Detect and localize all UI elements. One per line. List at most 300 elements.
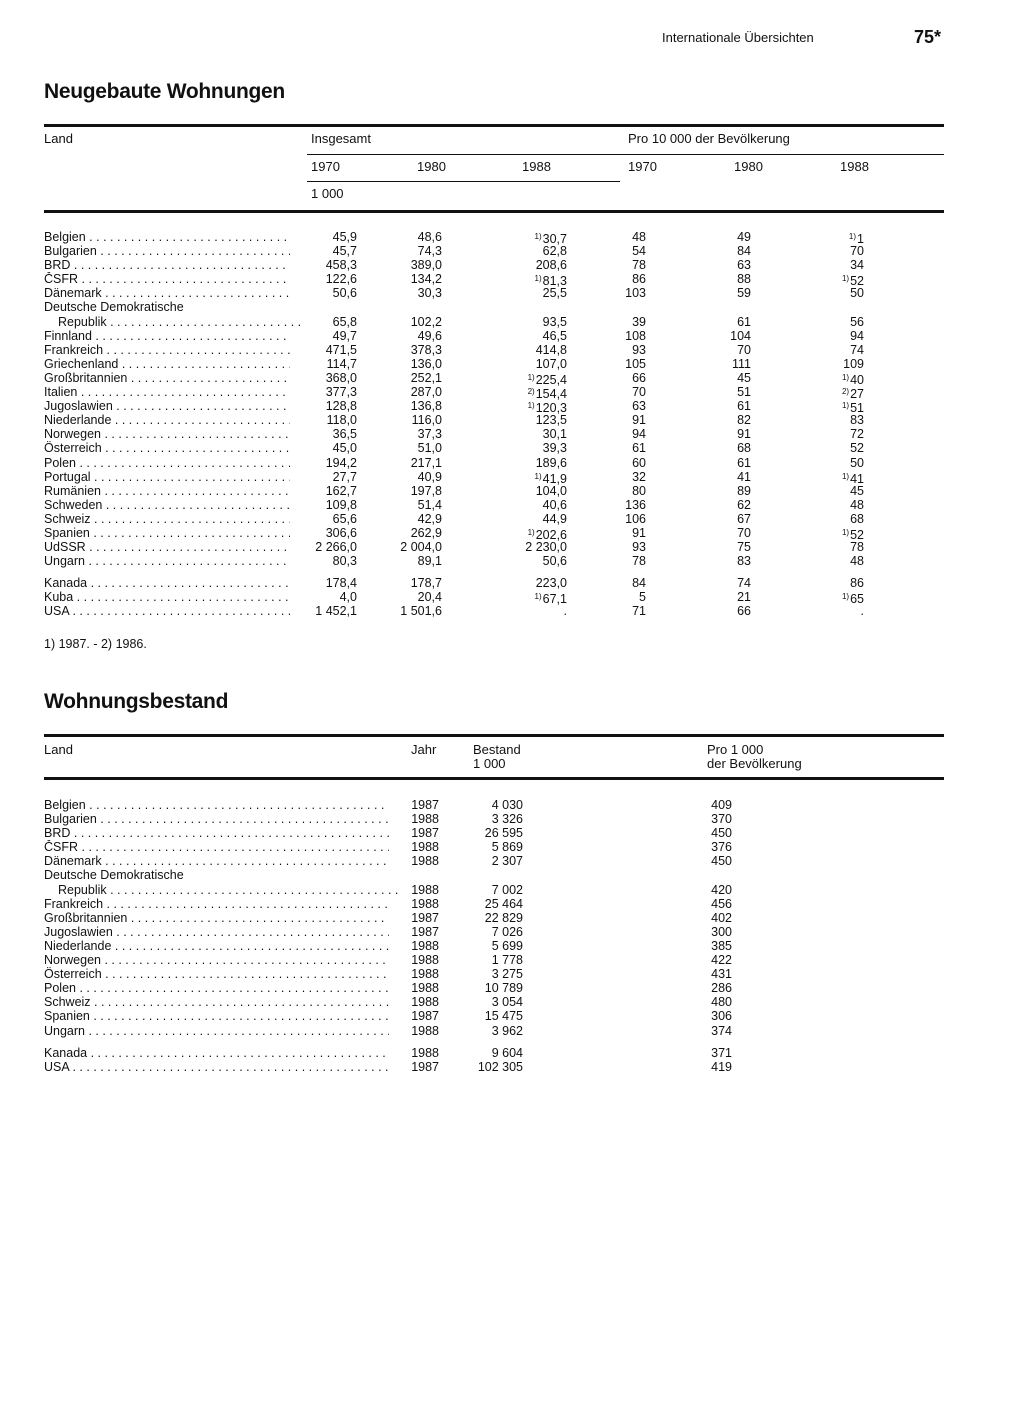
cell-value: 223,0 bbox=[535, 576, 567, 591]
cell-value: 67 bbox=[737, 511, 751, 526]
row-label: Großbritannien . . . bbox=[44, 911, 389, 925]
table-cell: 1988 bbox=[411, 1023, 439, 1038]
table-cell bbox=[737, 244, 751, 258]
cell-value: 45 bbox=[737, 370, 751, 385]
table-cell bbox=[333, 427, 357, 441]
cell-value: 61 bbox=[737, 314, 751, 329]
table-cell bbox=[333, 230, 357, 244]
table-cell bbox=[632, 399, 646, 413]
cell-value: 34 bbox=[850, 258, 864, 273]
table-cell: 22 829 bbox=[484, 910, 523, 925]
table-cell bbox=[333, 470, 357, 484]
table-cell bbox=[418, 230, 442, 244]
table-row bbox=[44, 911, 764, 925]
footnote-marker: 1) bbox=[841, 592, 850, 602]
cell-value: 154,4 bbox=[535, 387, 567, 402]
table-cell bbox=[737, 456, 751, 470]
cell-value: 68 bbox=[850, 511, 864, 526]
row-label: ČSFR . . . bbox=[44, 272, 290, 286]
table-cell bbox=[400, 540, 442, 554]
table-cell bbox=[418, 512, 442, 526]
table-cell bbox=[632, 272, 646, 286]
cell-value: 74 bbox=[737, 576, 751, 591]
table-cell: 7 002 bbox=[491, 882, 523, 897]
table-cell bbox=[625, 329, 646, 343]
table-cell: 1988 bbox=[411, 953, 439, 968]
cell-value: 4,0 bbox=[339, 590, 357, 605]
table-cell bbox=[850, 456, 864, 470]
table-cell: 1988 bbox=[411, 967, 439, 982]
cell-value: 48 bbox=[850, 554, 864, 569]
table-cell: 1988 bbox=[411, 995, 439, 1010]
cell-value: 89,1 bbox=[417, 554, 442, 569]
cell-value: 66 bbox=[737, 604, 751, 619]
table2-col-year: Jahr bbox=[411, 742, 437, 757]
cell-value: 45 bbox=[850, 483, 864, 498]
cell-value: 60 bbox=[632, 455, 646, 470]
table-row bbox=[44, 357, 874, 371]
table2-body bbox=[44, 798, 764, 1074]
cell-value: 56 bbox=[850, 314, 864, 329]
cell-value: 70 bbox=[632, 385, 646, 400]
table1-unit-rule bbox=[307, 181, 620, 182]
cell-value: 91 bbox=[737, 427, 751, 442]
table-row bbox=[44, 385, 874, 402]
cell-value: 27,7 bbox=[332, 469, 357, 484]
table-cell bbox=[411, 315, 442, 329]
table-cell: 15 475 bbox=[484, 1009, 523, 1024]
cell-value: 91 bbox=[632, 525, 646, 540]
cell-value: 287,0 bbox=[410, 385, 442, 400]
footnote-marker: 1) bbox=[534, 471, 542, 481]
cell-value: 21 bbox=[737, 590, 751, 605]
table-cell bbox=[625, 357, 646, 371]
table-cell bbox=[326, 526, 357, 540]
row-label: Republik . . . bbox=[44, 315, 304, 329]
row-label: ČSFR . . . bbox=[44, 840, 389, 854]
table-cell bbox=[850, 512, 864, 526]
table-cell: 2 307 bbox=[491, 854, 523, 869]
row-label: Frankreich . . . bbox=[44, 897, 389, 911]
cell-value: 63 bbox=[737, 258, 751, 273]
table-row bbox=[44, 329, 874, 343]
table1-col-total: Insgesamt bbox=[311, 131, 371, 146]
table-cell: 4 030 bbox=[491, 798, 523, 812]
table-cell bbox=[625, 512, 646, 526]
table-cell bbox=[632, 258, 646, 272]
cell-value: 107,0 bbox=[535, 356, 567, 371]
cell-value: 50 bbox=[850, 286, 864, 301]
table-cell bbox=[536, 357, 567, 371]
cell-value: 128,8 bbox=[325, 399, 357, 414]
cell-value: 1 bbox=[857, 232, 864, 246]
cell-value: 49 bbox=[737, 230, 751, 244]
table-cell bbox=[315, 604, 357, 618]
cell-value: 65,8 bbox=[332, 314, 357, 329]
table1-year-1988: 1988 bbox=[522, 159, 551, 174]
cell-value: 81,3 bbox=[542, 274, 567, 289]
table1-unit: 1 000 bbox=[311, 186, 344, 201]
table-cell: 420 bbox=[711, 882, 732, 897]
footnote-marker: 2) bbox=[527, 387, 535, 397]
cell-value: 45,9 bbox=[332, 230, 357, 244]
table1-year-per-1988: 1988 bbox=[840, 159, 869, 174]
table-row bbox=[44, 925, 764, 939]
cell-value: 45,0 bbox=[332, 441, 357, 456]
table-cell bbox=[632, 456, 646, 470]
cell-value: 84 bbox=[737, 244, 751, 259]
table-cell bbox=[418, 590, 442, 604]
table-cell bbox=[737, 343, 751, 357]
cell-value: 48 bbox=[632, 230, 646, 244]
table-cell bbox=[850, 343, 864, 357]
table-cell: 402 bbox=[711, 910, 732, 925]
table-row bbox=[44, 883, 764, 897]
table-cell: 370 bbox=[711, 812, 732, 827]
table-cell bbox=[411, 272, 442, 286]
row-label: Polen . . . bbox=[44, 456, 290, 470]
table-cell bbox=[333, 315, 357, 329]
running-header: Internationale Übersichten bbox=[662, 30, 814, 45]
table-cell bbox=[418, 329, 442, 343]
cell-value: 2 004,0 bbox=[400, 540, 442, 555]
row-label: Österreich . . . bbox=[44, 441, 290, 455]
table-cell: 376 bbox=[711, 840, 732, 855]
cell-value: 197,8 bbox=[410, 483, 442, 498]
cell-value: . bbox=[563, 604, 567, 619]
table-row bbox=[44, 315, 874, 329]
cell-value: 378,3 bbox=[410, 342, 442, 357]
table-cell bbox=[543, 315, 567, 329]
table-cell bbox=[632, 230, 646, 244]
table-cell: 3 962 bbox=[491, 1023, 523, 1038]
table2-top-rule bbox=[44, 734, 944, 737]
row-label: Jugoslawien . . . bbox=[44, 399, 290, 413]
table-cell: 5 869 bbox=[491, 840, 523, 855]
table-cell: 456 bbox=[711, 896, 732, 911]
table-cell: 1 778 bbox=[491, 953, 523, 968]
row-label: Österreich . . . bbox=[44, 967, 389, 981]
cell-value: 40,9 bbox=[417, 469, 442, 484]
cell-value: 62 bbox=[737, 497, 751, 512]
cell-value: 52 bbox=[850, 441, 864, 456]
table-row bbox=[44, 812, 764, 826]
table1-year-1970: 1970 bbox=[311, 159, 340, 174]
footnote-marker: 1) bbox=[527, 527, 535, 537]
cell-value: 306,6 bbox=[325, 525, 357, 540]
cell-value: 118,0 bbox=[326, 413, 357, 428]
cell-value: 178,7 bbox=[410, 576, 442, 591]
table-cell: 374 bbox=[711, 1023, 732, 1038]
footnote-marker: 1) bbox=[527, 372, 535, 382]
table-cell bbox=[418, 470, 442, 484]
cell-value: 83 bbox=[850, 413, 864, 428]
table-cell bbox=[326, 385, 357, 399]
table-row bbox=[44, 512, 874, 526]
table-cell bbox=[411, 385, 442, 399]
table-cell: 102 305 bbox=[477, 1059, 523, 1074]
table-cell: 1987 bbox=[411, 1059, 439, 1074]
table-cell: 431 bbox=[711, 967, 732, 982]
row-label: USA . . . bbox=[44, 1060, 389, 1074]
table-cell bbox=[333, 512, 357, 526]
table-row bbox=[44, 868, 764, 882]
table-cell bbox=[632, 371, 646, 385]
row-label: Italien . . . bbox=[44, 385, 290, 399]
cell-value: 46,5 bbox=[542, 328, 567, 343]
table-row bbox=[44, 230, 874, 244]
table-cell bbox=[861, 604, 864, 618]
table-cell bbox=[411, 526, 442, 540]
table-cell bbox=[543, 244, 567, 258]
table-row bbox=[44, 300, 874, 314]
cell-value: 51 bbox=[850, 401, 864, 416]
table-row bbox=[44, 1009, 764, 1023]
table-cell: 1988 bbox=[411, 854, 439, 869]
cell-value: 80 bbox=[632, 483, 646, 498]
table-cell: 1988 bbox=[411, 896, 439, 911]
cell-value: 116,0 bbox=[411, 413, 442, 428]
cell-value: 41 bbox=[737, 469, 751, 484]
table2-title: Wohnungsbestand bbox=[44, 690, 229, 713]
row-label: Griechenland . . . bbox=[44, 357, 290, 371]
table-cell: 1988 bbox=[411, 981, 439, 996]
table1-top-rule bbox=[44, 124, 944, 127]
cell-value: 49,6 bbox=[417, 328, 442, 343]
table-cell bbox=[326, 576, 357, 590]
cell-value: 109,8 bbox=[325, 497, 357, 512]
row-label: Niederlande . . . bbox=[44, 939, 389, 953]
table-cell: 3 054 bbox=[491, 995, 523, 1010]
table-cell: 26 595 bbox=[484, 826, 523, 841]
table-cell bbox=[543, 441, 567, 455]
row-label: Großbritannien . . . bbox=[44, 371, 290, 385]
table-cell bbox=[850, 427, 864, 441]
table-cell bbox=[564, 604, 567, 618]
row-label: Finnland . . . bbox=[44, 329, 290, 343]
table-row bbox=[44, 995, 764, 1009]
cell-value: 25,5 bbox=[542, 286, 567, 301]
table-cell: 1987 bbox=[411, 826, 439, 841]
table-cell bbox=[536, 258, 567, 272]
table-cell bbox=[737, 258, 751, 272]
table-cell bbox=[850, 315, 864, 329]
cell-value: 162,7 bbox=[325, 483, 357, 498]
table-cell bbox=[536, 484, 567, 498]
row-label: Rumänien . . . bbox=[44, 484, 290, 498]
cell-value: 262,9 bbox=[410, 525, 442, 540]
table-cell bbox=[632, 604, 646, 618]
table-cell bbox=[632, 315, 646, 329]
table-cell bbox=[850, 576, 864, 590]
row-label: Dänemark . . . bbox=[44, 854, 389, 868]
table-row bbox=[44, 604, 874, 618]
table-cell bbox=[625, 498, 646, 512]
cell-value: 70 bbox=[737, 525, 751, 540]
table-cell: 9 604 bbox=[491, 1045, 523, 1060]
cell-value: 63 bbox=[632, 399, 646, 414]
cell-value: 114,7 bbox=[326, 356, 357, 371]
table-cell bbox=[327, 357, 357, 371]
table2-body-rule bbox=[44, 777, 944, 780]
table-cell: 1988 bbox=[411, 1045, 439, 1060]
table-cell bbox=[737, 315, 751, 329]
cell-value: 72 bbox=[850, 427, 864, 442]
cell-value: 74 bbox=[850, 342, 864, 357]
table-cell bbox=[333, 554, 357, 568]
table2-col-stock-unit: 1 000 bbox=[473, 756, 506, 771]
cell-value: 80,3 bbox=[332, 554, 357, 569]
row-label: Ungarn . . . bbox=[44, 1024, 389, 1038]
footnote-marker: 1) bbox=[841, 372, 850, 382]
cell-value: . bbox=[860, 604, 864, 619]
cell-value: 93 bbox=[632, 342, 646, 357]
cell-value: 74,3 bbox=[417, 244, 442, 259]
table-row bbox=[44, 576, 874, 590]
table-cell bbox=[737, 590, 751, 604]
cell-value: 54 bbox=[632, 244, 646, 259]
cell-value: 66 bbox=[632, 370, 646, 385]
table-cell: 1987 bbox=[411, 1009, 439, 1024]
table2-col-per2: der Bevölkerung bbox=[707, 756, 802, 771]
cell-value: 389,0 bbox=[410, 258, 442, 273]
table-cell bbox=[543, 427, 567, 441]
row-label: Schweiz . . . bbox=[44, 995, 389, 1009]
cell-value: 68 bbox=[737, 441, 751, 456]
table-cell bbox=[411, 399, 442, 413]
table-cell bbox=[632, 343, 646, 357]
footnote-marker: 1) bbox=[534, 274, 542, 284]
table-cell bbox=[730, 329, 751, 343]
cell-value: 49,7 bbox=[332, 328, 357, 343]
table-cell bbox=[737, 286, 751, 300]
cell-value: 39,3 bbox=[542, 441, 567, 456]
table2-col-stock: Bestand bbox=[473, 742, 521, 757]
table-cell bbox=[418, 498, 442, 512]
row-label: Kanada . . . bbox=[44, 1046, 389, 1060]
cell-value: 70 bbox=[737, 342, 751, 357]
table-cell bbox=[326, 258, 357, 272]
cell-value: 50 bbox=[850, 455, 864, 470]
row-label: Kanada . . . bbox=[44, 576, 290, 590]
table-cell bbox=[543, 286, 567, 300]
cell-value: 104,0 bbox=[535, 483, 567, 498]
table-cell bbox=[737, 470, 751, 484]
table-cell: 3 275 bbox=[491, 967, 523, 982]
table-cell bbox=[632, 244, 646, 258]
cell-value: 65,6 bbox=[332, 511, 357, 526]
table-cell bbox=[536, 576, 567, 590]
row-label: Deutsche Demokratische bbox=[44, 868, 184, 883]
cell-value: 458,3 bbox=[325, 258, 357, 273]
table-row bbox=[44, 343, 874, 357]
table-cell bbox=[333, 244, 357, 258]
cell-value: 5 bbox=[639, 590, 646, 605]
row-label: Schweden . . . bbox=[44, 498, 290, 512]
cell-value: 136,8 bbox=[410, 399, 442, 414]
cell-value: 202,6 bbox=[535, 527, 567, 542]
table-cell bbox=[625, 286, 646, 300]
table-row bbox=[44, 1046, 764, 1060]
table-cell bbox=[737, 498, 751, 512]
cell-value: 86 bbox=[850, 576, 864, 591]
row-label: Norwegen . . . bbox=[44, 953, 389, 967]
table-cell bbox=[412, 413, 442, 427]
table-row bbox=[44, 897, 764, 911]
table-cell bbox=[536, 456, 567, 470]
row-label: Kuba . . . bbox=[44, 590, 290, 604]
cell-value: 30,1 bbox=[542, 427, 567, 442]
table-row bbox=[44, 441, 874, 455]
cell-value: 106 bbox=[625, 511, 646, 526]
cell-value: 61 bbox=[737, 399, 751, 414]
table-cell bbox=[850, 329, 864, 343]
cell-value: 65 bbox=[850, 592, 864, 607]
table1-title: Neugebaute Wohnungen bbox=[44, 80, 285, 103]
row-label: Jugoslawien . . . bbox=[44, 925, 389, 939]
row-label: Polen . . . bbox=[44, 981, 389, 995]
footnote-marker: 1) bbox=[848, 232, 857, 241]
table-cell bbox=[850, 413, 864, 427]
table-cell: 450 bbox=[711, 854, 732, 869]
table-row bbox=[44, 286, 874, 300]
row-label: BRD . . . bbox=[44, 826, 389, 840]
table-row bbox=[44, 554, 874, 568]
cell-value: 111 bbox=[731, 356, 751, 371]
footnote-marker: 1) bbox=[841, 527, 850, 537]
table-cell bbox=[737, 230, 751, 244]
cell-value: 52 bbox=[850, 274, 864, 289]
table-cell bbox=[333, 441, 357, 455]
cell-value: 2 266,0 bbox=[315, 540, 357, 555]
table-cell: 1988 bbox=[411, 938, 439, 953]
table-cell: 1987 bbox=[411, 798, 439, 812]
table-cell bbox=[536, 343, 567, 357]
table-row bbox=[44, 498, 874, 512]
table-cell bbox=[632, 427, 646, 441]
row-label: UdSSR . . . bbox=[44, 540, 290, 554]
table-row bbox=[44, 484, 874, 498]
table-row bbox=[44, 244, 874, 258]
row-label: Norwegen . . . bbox=[44, 427, 290, 441]
table-cell bbox=[850, 554, 864, 568]
table-row bbox=[44, 540, 874, 554]
table-cell bbox=[850, 484, 864, 498]
table-cell bbox=[326, 343, 357, 357]
row-label: Niederlande . . . bbox=[44, 413, 290, 427]
table-cell: 25 464 bbox=[484, 896, 523, 911]
cell-value: 50,6 bbox=[332, 286, 357, 301]
table-cell bbox=[737, 441, 751, 455]
table-cell bbox=[737, 576, 751, 590]
cell-value: 30,3 bbox=[417, 286, 442, 301]
table-cell bbox=[737, 512, 751, 526]
cell-value: 51,0 bbox=[417, 441, 442, 456]
cell-value: 67,1 bbox=[542, 592, 567, 607]
table-cell bbox=[737, 554, 751, 568]
table-cell bbox=[326, 272, 357, 286]
table-row bbox=[44, 399, 874, 416]
cell-value: 78 bbox=[632, 258, 646, 273]
cell-value: 194,2 bbox=[325, 455, 357, 470]
table-cell bbox=[632, 441, 646, 455]
cell-value: 104 bbox=[730, 328, 751, 343]
row-label: BRD . . . bbox=[44, 258, 290, 272]
table-cell bbox=[543, 512, 567, 526]
table1-footnote: 1) 1987. - 2) 1986. bbox=[44, 637, 147, 651]
cell-value: 252,1 bbox=[410, 370, 442, 385]
table-row bbox=[44, 590, 874, 607]
